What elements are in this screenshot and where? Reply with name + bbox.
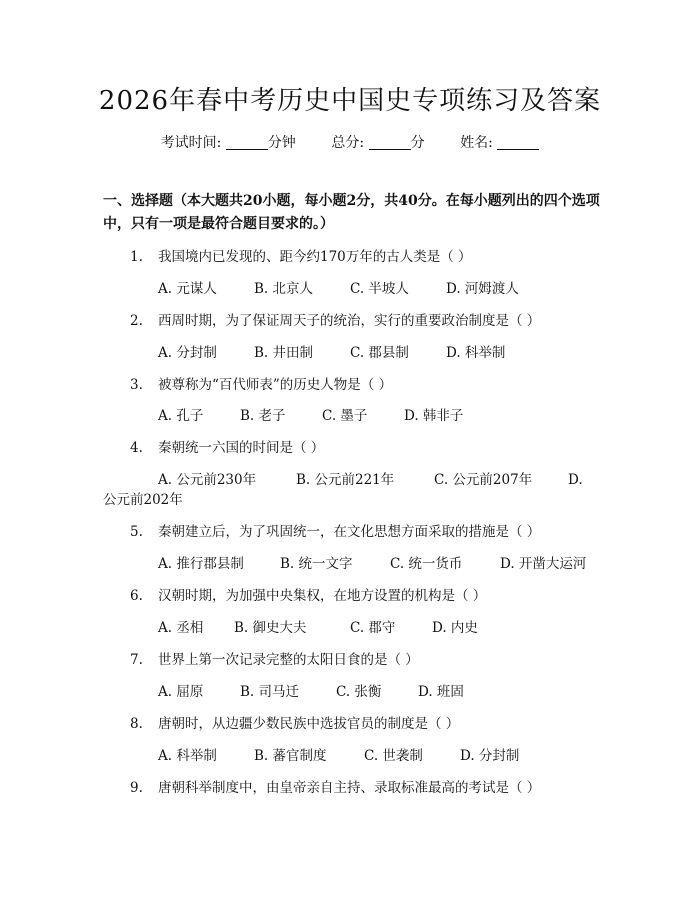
question-text: 唐朝科举制度中，由皇帝亲自主持、录取标准最高的考试是（ ） — [158, 780, 541, 796]
option-d: D. 开凿大运河 — [500, 556, 587, 572]
option-c: C. 半坡人 — [350, 281, 409, 297]
option-d: D. 分封制 — [460, 748, 520, 764]
option-b: B. 统一文字 — [280, 556, 353, 572]
question-4 — [130, 436, 324, 456]
option-a: A. 推行郡县制 — [158, 556, 244, 572]
option-b: B. 公元前221年 — [296, 472, 395, 488]
option-a: A. 公元前230年 — [158, 472, 257, 488]
option-b: B. 井田制 — [254, 345, 314, 361]
question-7 — [130, 648, 419, 668]
name-blank — [497, 135, 539, 150]
score-blank — [369, 135, 411, 150]
option-d: D. 班固 — [418, 684, 464, 700]
question-1 — [130, 245, 472, 265]
question-number: 4. — [130, 440, 143, 456]
option-b: B. 北京人 — [254, 281, 314, 297]
question-number: 8. — [130, 716, 143, 732]
option-d: D. 韩非子 — [404, 408, 464, 424]
question-number: 2. — [130, 313, 143, 329]
option-d-continuation: 公元前202年 — [103, 492, 183, 508]
question-number: 1. — [130, 249, 143, 265]
question-2 — [130, 309, 540, 329]
time-label: 考试时间: — [160, 135, 222, 151]
time-unit: 分钟 — [267, 135, 296, 151]
page-title: 2026年春中考历史中国史专项练习及答案 — [98, 86, 602, 116]
option-d: D. 河姆渡人 — [446, 281, 519, 297]
score-unit: 分 — [410, 135, 425, 151]
time-blank — [226, 135, 268, 150]
question-3 — [130, 373, 392, 393]
question-text: 唐朝时，从边疆少数民族中选拔官员的制度是（ ） — [158, 716, 460, 732]
question-text: 秦朝统一六国的时间是（ ） — [158, 440, 325, 456]
option-c: C. 墨子 — [322, 408, 368, 424]
question-number: 7. — [130, 652, 143, 668]
option-b: B. 蕃官制度 — [254, 748, 327, 764]
question-text: 汉朝时期，为加强中央集权，在地方设置的机构是（ ） — [158, 588, 487, 604]
question-text: 世界上第一次记录完整的太阳日食的是（ ） — [158, 652, 419, 668]
name-label: 姓名: — [460, 135, 493, 151]
option-a: A. 科举制 — [158, 748, 217, 764]
options-2 — [158, 341, 505, 361]
question-text: 秦朝建立后，为了巩固统一，在文化思想方面采取的措施是（ ） — [158, 524, 541, 540]
question-5 — [130, 520, 540, 540]
question-6 — [130, 584, 486, 604]
question-text: 我国境内已发现的、距今约170万年的古人类是（ ） — [158, 249, 472, 265]
options-3 — [158, 404, 463, 424]
option-d: D. 内史 — [432, 620, 478, 636]
option-a: A. 屈原 — [158, 684, 204, 700]
question-number: 3. — [130, 377, 143, 393]
option-c: C. 公元前207年 — [434, 472, 533, 488]
score-label: 总分: — [331, 135, 365, 151]
option-c: C. 世袭制 — [364, 748, 423, 764]
options-5 — [158, 552, 586, 572]
option-c: C. 郡县制 — [350, 345, 409, 361]
option-d: D. 科举制 — [446, 345, 506, 361]
options-4 — [158, 468, 583, 488]
option-a: A. 元谋人 — [158, 281, 217, 297]
options-8 — [158, 744, 519, 764]
option-c: C. 郡守 — [350, 620, 396, 636]
option-a: A. 孔子 — [158, 408, 204, 424]
option-c: C. 张衡 — [336, 684, 382, 700]
option-a: A. 分封制 — [158, 345, 217, 361]
exam-info-line — [0, 132, 700, 152]
question-9 — [130, 776, 540, 796]
option-a: A. 丞相 — [158, 620, 204, 636]
question-number: 6. — [130, 588, 143, 604]
question-8 — [130, 712, 459, 732]
option-c: C. 统一货币 — [390, 556, 463, 572]
option-b: B. 司马迁 — [240, 684, 300, 700]
question-number: 5. — [130, 524, 143, 540]
option-b: B. 老子 — [240, 408, 286, 424]
question-number: 9. — [130, 780, 143, 796]
options-1 — [158, 277, 519, 297]
question-text: 被尊称为“百代师表”的历史人物是（ ） — [158, 377, 393, 393]
option-d: D. — [568, 472, 583, 488]
options-6 — [158, 616, 478, 636]
option-b: B. 御史大夫 — [234, 620, 307, 636]
section-title: 一、选择题（本大题共20小题，每小题2分，共40分。在每小题列出的四个选项中，只有一项是最符合题目要求的。） — [103, 193, 600, 232]
options-7 — [158, 680, 464, 700]
question-text: 西周时期，为了保证周天子的统治，实行的重要政治制度是（ ） — [158, 313, 541, 329]
